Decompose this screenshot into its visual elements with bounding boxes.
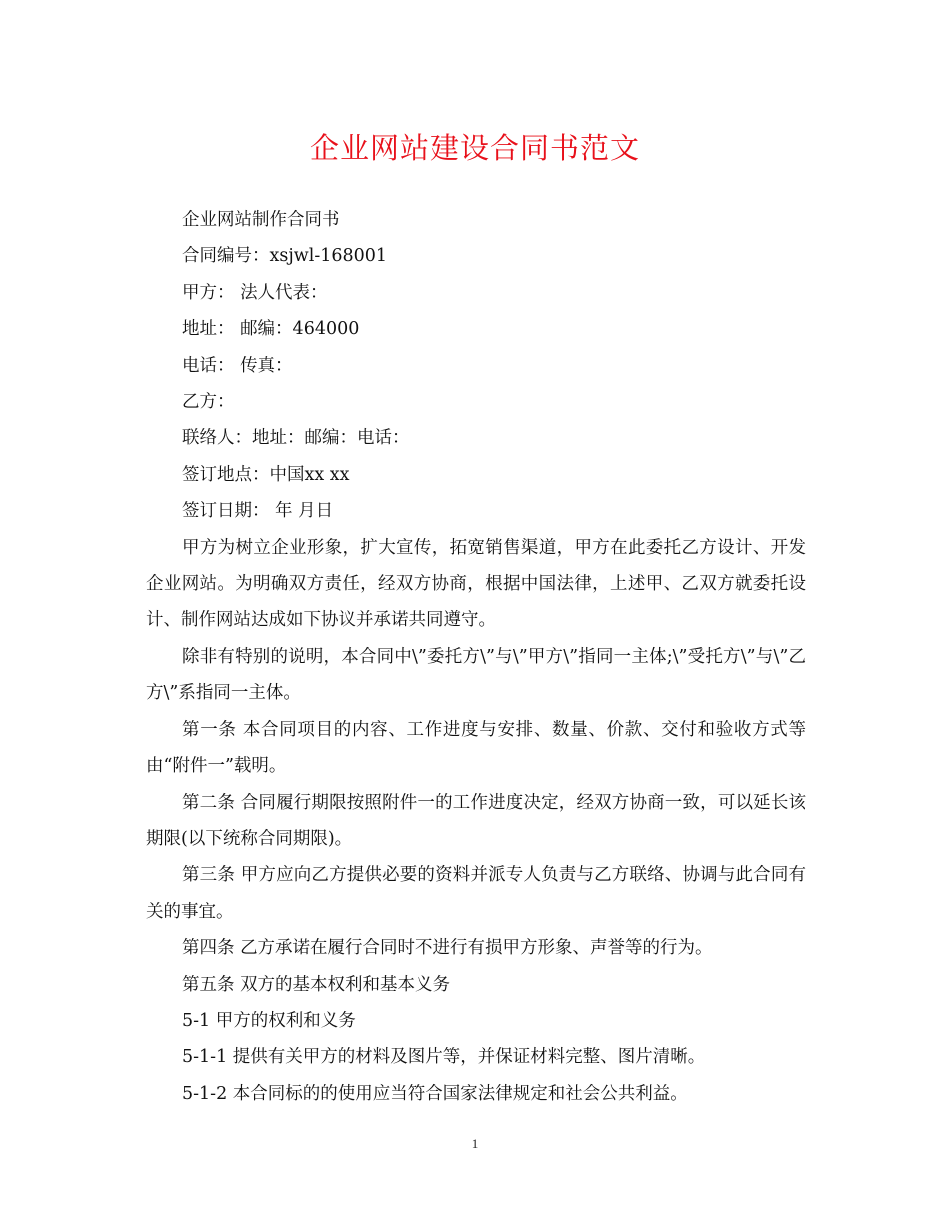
- paragraph-article-5: 第五条 双方的基本权利和基本义务: [182, 974, 451, 995]
- paragraph-contract-number: 合同编号：xsjwl-168001: [182, 246, 388, 267]
- paragraph-phone-fax: 电话： 传真：: [182, 355, 293, 376]
- paragraph-signing-date: 签订日期： 年 月日: [182, 501, 334, 522]
- paragraph-contract-heading: 企业网站制作合同书: [182, 210, 340, 230]
- paragraph-clause-5-1-2: 5-1-2 本合同标的的使用应当符合国家法律规定和社会公共利益。: [182, 1083, 688, 1104]
- paragraph-article-1: 第一条 本合同项目的内容、工作进度与安排、数量、价款、交付和验收方式等由“附件一”载明。: [146, 719, 806, 777]
- paragraph-party-b: 乙方：: [182, 392, 235, 413]
- paragraph-preamble: 甲方为树立企业形象，扩大宣传，拓宽销售渠道，甲方在此委托乙方设计、开发企业网站。为明确双方责任，经双方协商，根据中国法律，上述甲、乙双方就委托设计、制作网站达成如下协议并承诺共同遵守。: [146, 537, 806, 631]
- paragraph-signing-place: 签订地点：中国xx xx: [182, 464, 350, 485]
- paragraph-article-4: 第四条 乙方承诺在履行合同时不进行有损甲方形象、声誉等的行为。: [182, 938, 713, 959]
- document-title: 企业网站建设合同书范文: [309, 131, 640, 165]
- paragraph-article-2: 第二条 合同履行期限按照附件一的工作进度决定，经双方协商一致，可以延长该期限(以下统称合同期限)。: [146, 792, 806, 849]
- paragraph-party-a: 甲方： 法人代表：: [182, 282, 328, 303]
- paragraph-clause-5-1-1: 5-1-1 提供有关甲方的材料及图片等，并保证材料完整、图片清晰。: [182, 1047, 706, 1068]
- page-number: 1: [471, 1136, 479, 1151]
- paragraph-address: 地址： 邮编：464000: [182, 319, 360, 340]
- document-body: [146, 202, 806, 1112]
- paragraph-article-3: 第三条 甲方应向乙方提供必要的资料并派专人负责与乙方联络、协调与此合同有关的事宜。: [146, 865, 806, 922]
- paragraph-contact: 联络人：地址：邮编：电话：: [182, 428, 410, 449]
- paragraph-definitions: 除非有特别的说明，本合同中\”委托方\”与\”甲方\”指同一主体;\”受托方\”与\”乙方\”系指同一主体。: [146, 646, 806, 704]
- paragraph-clause-5-1: 5-1 甲方的权利和义务: [182, 1010, 356, 1031]
